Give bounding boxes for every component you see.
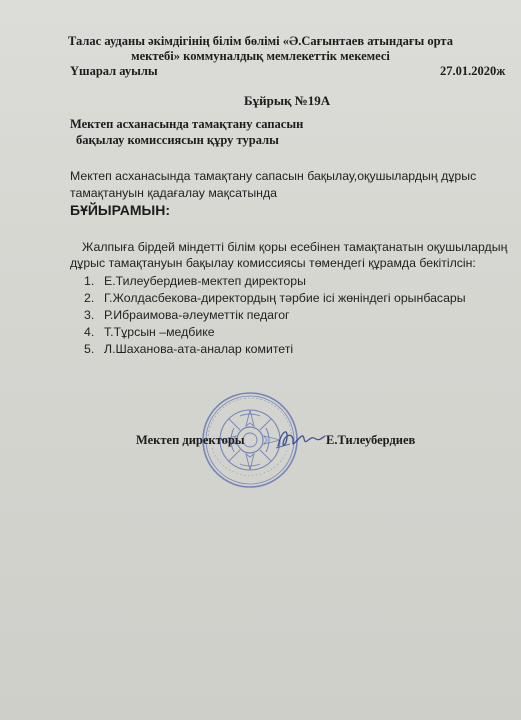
header-line-2: мектебі» коммуналдық мемлекеттік мекемесі [131,49,390,63]
order-title: Бұйрық №19А [244,93,331,108]
member-number: 4. [84,325,95,339]
member-text: Г.Жолдасбекова-директордың тәрбие ісі жөніндегі орынбасары [104,291,466,305]
member-text: Е.Тилеубердиев-мектеп директоры [104,274,306,288]
member-text: Т.Тұрсын –медбике [104,325,215,339]
purpose-line-2: тамақтануын қадағалау мақсатында [70,186,277,200]
place: Үшарал ауылы [70,64,158,78]
member-number: 3. [84,308,95,322]
subject-line-1: Мектеп асханасында тамақтану сапасын [70,117,304,131]
member-item [84,325,215,339]
signature-name: Е.Тилеубердиев [326,433,416,447]
directive-line-1: Жалпыға бірдей міндетті білім қоры есебінен тамақтанатын оқушылардың [82,240,508,254]
subject-line-2: бақылау комиссиясын құру туралы [76,133,279,147]
handwritten-signature [272,424,328,452]
member-item [84,308,290,322]
member-number: 5. [84,342,95,356]
signature-title: Мектеп директоры [136,433,245,447]
member-text: Л.Шаханова-ата-аналар комитеті [104,342,294,356]
member-text: Р.Ибраимова-әлеуметтік педагог [104,308,290,322]
member-item [84,274,306,288]
member-item [84,291,466,305]
header-line-1: Талас ауданы әкімдігінің білім бөлімі «Ә.Сағынтаев атындағы орта [68,34,453,48]
purpose-line-1: Мектеп асханасында тамақтану сапасын бақылау,оқушылардың дұрыс [70,169,477,183]
member-number: 1. [84,274,95,288]
member-number: 2. [84,291,95,305]
date: 27.01.2020ж [440,64,506,78]
directive-line-2: дұрыс тамақтануын бақылау комиссиясы төмендегі құрамда бекітілсін: [70,256,476,270]
order-word: БҰЙЫРАМЫН: [70,202,170,218]
member-item [84,342,293,356]
